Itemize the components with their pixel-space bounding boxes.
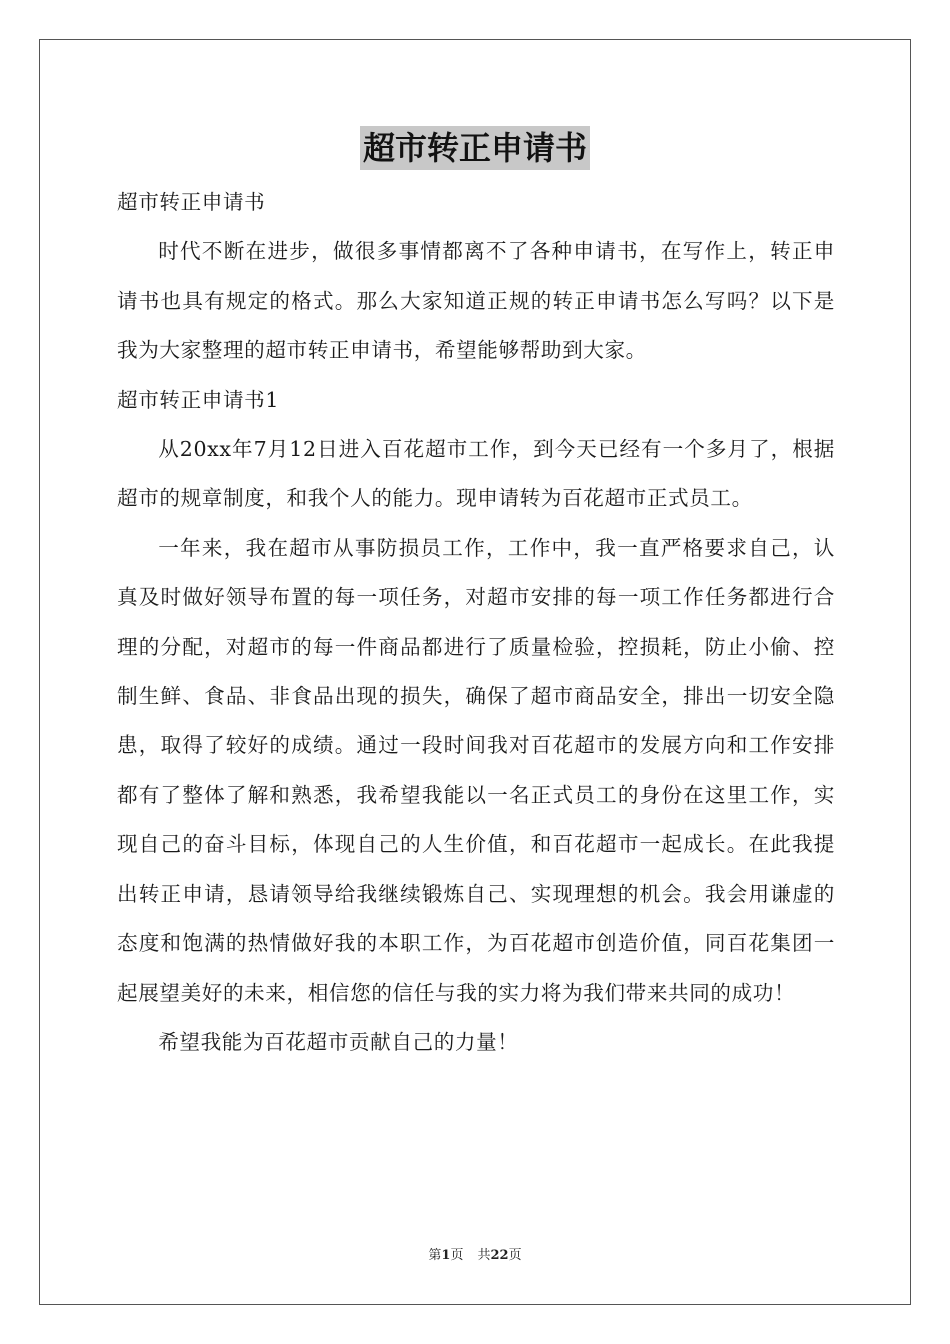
total-suffix: 页 (508, 1248, 522, 1263)
page-number: 1 (441, 1248, 451, 1263)
body-paragraph: 从20xx年7月12日进入百花超市工作，到今天已经有一个多月了，根据超市的规章制度，和我个人的能力。现申请转为百花超市正式员工。 (117, 437, 835, 511)
total-prefix: 共 (477, 1248, 491, 1263)
body-paragraph: 希望我能为百花超市贡献自己的力量！ (158, 1029, 519, 1054)
body-paragraph: 超市转正申请书1 (117, 387, 280, 412)
body-paragraph: 时代不断在进步，做很多事情都离不了各种申请书，在写作上，转正申请书也具有规定的格式。那么大家知道正规的转正申请书怎么写吗？以下是我为大家整理的超市转正申请书，希望能够帮助到大家。 (117, 239, 835, 363)
document-title: 超市转正申请书 (360, 126, 590, 170)
document-body (117, 178, 835, 1067)
body-paragraph: 一年来，我在超市从事防损员工作，工作中，我一直严格要求自己，认真及时做好领导布置的每一项任务，对超市安排的每一项工作任务都进行合理的分配，对超市的每一件商品都进行了质量检验，控损耗，防止小偷、控制生鲜、食品、非食品出现的损失，确保了超市商品安全，排出一切安全隐患，取得了较好的成绩。通过一段时间我对百花超市的发展方向和工作安排都有了整体了解和熟悉，我希望我能以一名正式员工的身份在这里工作，实现自己的奋斗目标，体现自己的人生价值，和百花超市一起成长。在此我提出转正申请，恳请领导给我继续锻炼自己、实现理想的机会。我会用谦虚的态度和饱满的热情做好我的本职工作，为百花超市创造价值，同百花集团一起展望美好的未来，相信您的信任与我的实力将为我们带来共同的成功！ (117, 535, 835, 1005)
total-pages: 22 (490, 1248, 509, 1263)
page-footer (0, 1247, 950, 1265)
title-container (0, 126, 950, 170)
body-paragraph: 超市转正申请书 (117, 190, 266, 214)
page-prefix: 第 (428, 1248, 442, 1263)
page-suffix: 页 (450, 1248, 464, 1263)
